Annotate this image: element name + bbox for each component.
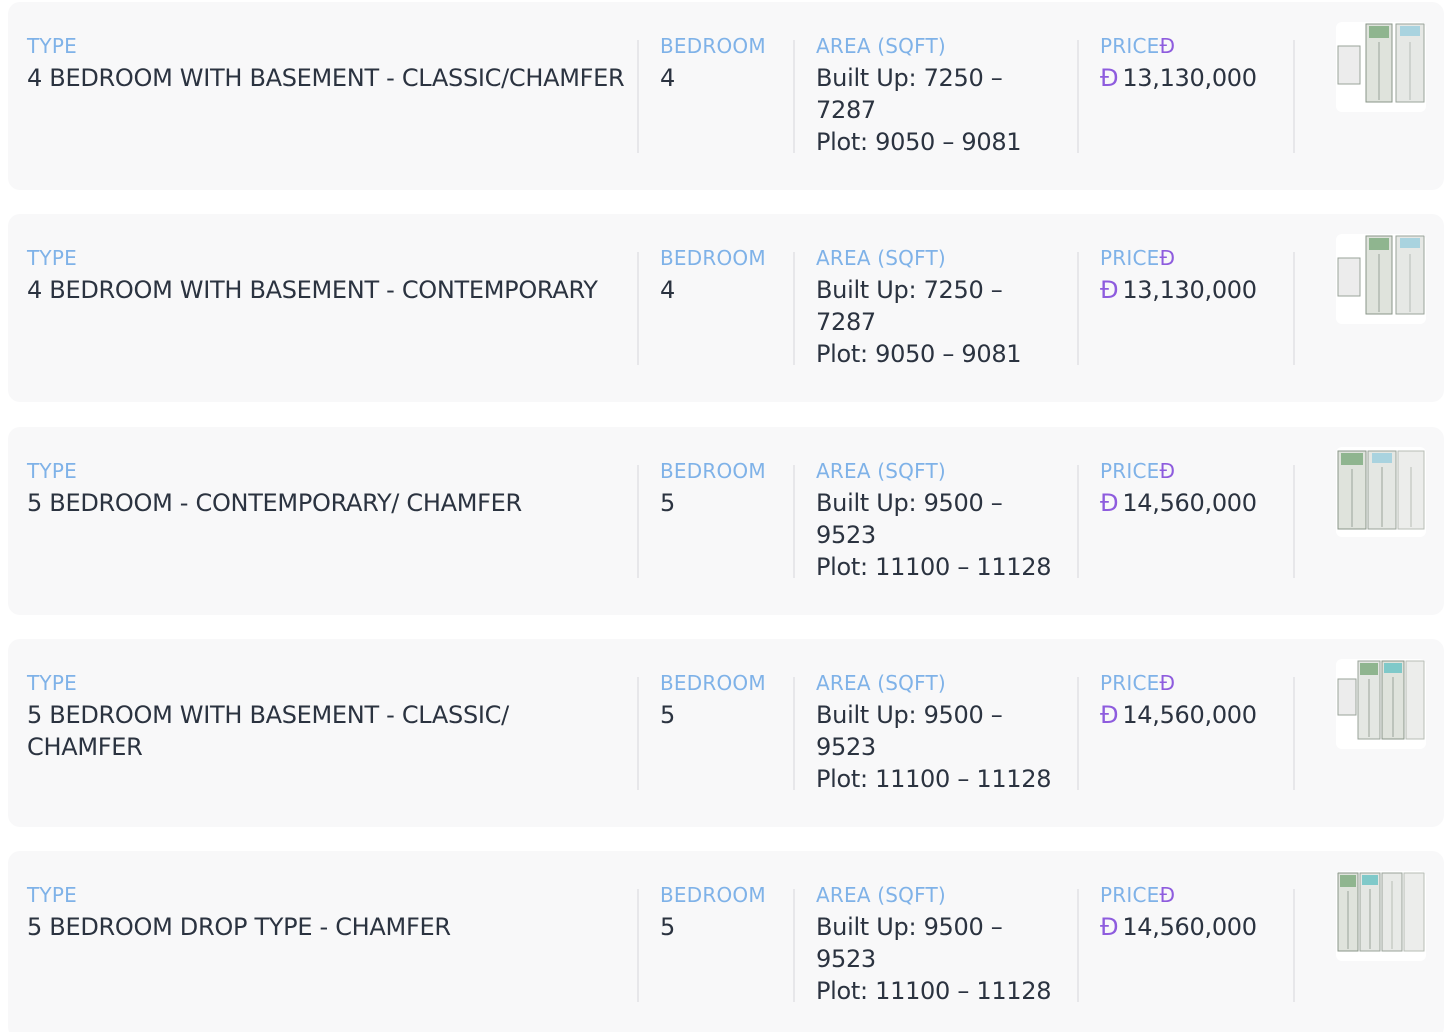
column-divider [1293, 252, 1295, 365]
unit-row [8, 639, 1444, 827]
plot-value: Plot: 11100 – 11128 [816, 553, 1052, 581]
area-label: AREA (SQFT) [816, 671, 946, 695]
floorplan-thumbnail-icon[interactable] [1336, 659, 1426, 749]
bedroom-label: BEDROOM [660, 883, 766, 907]
type-cell [27, 242, 627, 306]
column-divider [793, 252, 795, 365]
type-label: TYPE [27, 883, 77, 907]
price-label: PRICEĐ [1100, 883, 1176, 907]
plot-value: Plot: 11100 – 11128 [816, 977, 1052, 1005]
type-label: TYPE [27, 459, 77, 483]
type-value: 5 BEDROOM DROP TYPE - CHAMFER [27, 913, 451, 941]
bedroom-value: 5 [660, 489, 675, 517]
column-divider [1293, 40, 1295, 153]
bedroom-value: 4 [660, 64, 675, 92]
column-divider [793, 465, 795, 578]
column-divider [1077, 677, 1079, 790]
built-up-value: Built Up: 9500 – 9523 [816, 489, 1003, 549]
column-divider [637, 889, 639, 1002]
area-cell [816, 242, 1056, 370]
column-divider [637, 40, 639, 153]
area-label: AREA (SQFT) [816, 246, 946, 270]
price-value: Đ 14,560,000 [1100, 489, 1257, 517]
built-up-value: Built Up: 9500 – 9523 [816, 913, 1003, 973]
built-up-value: Built Up: 7250 – 7287 [816, 276, 1003, 336]
price-label: PRICEĐ [1100, 246, 1176, 270]
currency-icon: Đ [1100, 489, 1119, 517]
price-value: Đ 13,130,000 [1100, 64, 1257, 92]
currency-icon: Đ [1100, 64, 1119, 92]
currency-icon: Đ [1100, 276, 1119, 304]
unit-row [8, 851, 1444, 1032]
type-cell [27, 879, 627, 943]
type-cell [27, 667, 627, 763]
floorplan-thumbnail-icon[interactable] [1336, 447, 1426, 537]
column-divider [793, 889, 795, 1002]
plot-value: Plot: 9050 – 9081 [816, 128, 1022, 156]
bedroom-label: BEDROOM [660, 34, 766, 58]
unit-row [8, 214, 1444, 402]
column-divider [1077, 252, 1079, 365]
currency-icon: Đ [1159, 246, 1176, 270]
column-divider [793, 40, 795, 153]
area-label: AREA (SQFT) [816, 883, 946, 907]
area-label: AREA (SQFT) [816, 34, 946, 58]
column-divider [1077, 40, 1079, 153]
price-label: PRICEĐ [1100, 34, 1176, 58]
column-divider [1293, 889, 1295, 1002]
price-cell [1100, 667, 1290, 731]
column-divider [1077, 889, 1079, 1002]
currency-icon: Đ [1159, 883, 1176, 907]
column-divider [637, 677, 639, 790]
plot-value: Plot: 9050 – 9081 [816, 340, 1022, 368]
currency-icon: Đ [1159, 671, 1176, 695]
column-divider [1077, 465, 1079, 578]
type-value: 4 BEDROOM WITH BASEMENT - CLASSIC/CHAMFER [27, 64, 625, 92]
bedroom-cell [660, 242, 790, 306]
price-cell [1100, 455, 1290, 519]
bedroom-cell [660, 667, 790, 731]
currency-icon: Đ [1100, 913, 1119, 941]
price-cell [1100, 30, 1290, 94]
bedroom-value: 5 [660, 913, 675, 941]
price-cell [1100, 242, 1290, 306]
type-label: TYPE [27, 671, 77, 695]
bedroom-value: 4 [660, 276, 675, 304]
column-divider [1293, 465, 1295, 578]
floorplan-thumbnail-icon[interactable] [1336, 22, 1426, 112]
price-value: Đ 14,560,000 [1100, 701, 1257, 729]
price-value: Đ 14,560,000 [1100, 913, 1257, 941]
currency-icon: Đ [1100, 701, 1119, 729]
price-value: Đ 13,130,000 [1100, 276, 1257, 304]
bedroom-cell [660, 30, 790, 94]
plot-value: Plot: 11100 – 11128 [816, 765, 1052, 793]
unit-row [8, 427, 1444, 615]
built-up-value: Built Up: 9500 – 9523 [816, 701, 1003, 761]
type-label: TYPE [27, 34, 77, 58]
price-cell [1100, 879, 1290, 943]
currency-icon: Đ [1159, 34, 1176, 58]
type-label: TYPE [27, 246, 77, 270]
built-up-value: Built Up: 7250 – 7287 [816, 64, 1003, 124]
column-divider [637, 252, 639, 365]
area-label: AREA (SQFT) [816, 459, 946, 483]
type-value: 4 BEDROOM WITH BASEMENT - CONTEMPORARY [27, 276, 598, 304]
bedroom-cell [660, 455, 790, 519]
price-label: PRICEĐ [1100, 671, 1176, 695]
bedroom-label: BEDROOM [660, 671, 766, 695]
type-value: 5 BEDROOM WITH BASEMENT - CLASSIC/ CHAMFER [27, 701, 509, 761]
bedroom-cell [660, 879, 790, 943]
bedroom-value: 5 [660, 701, 675, 729]
bedroom-label: BEDROOM [660, 459, 766, 483]
type-cell [27, 30, 627, 94]
price-label: PRICEĐ [1100, 459, 1176, 483]
unit-row [8, 2, 1444, 190]
column-divider [793, 677, 795, 790]
column-divider [637, 465, 639, 578]
area-cell [816, 879, 1056, 1007]
area-cell [816, 30, 1056, 158]
column-divider [1293, 677, 1295, 790]
area-cell [816, 455, 1056, 583]
type-value: 5 BEDROOM - CONTEMPORARY/ CHAMFER [27, 489, 522, 517]
area-cell [816, 667, 1056, 795]
type-cell [27, 455, 627, 519]
currency-icon: Đ [1159, 459, 1176, 483]
bedroom-label: BEDROOM [660, 246, 766, 270]
floorplan-thumbnail-icon[interactable] [1336, 871, 1426, 961]
floorplan-thumbnail-icon[interactable] [1336, 234, 1426, 324]
